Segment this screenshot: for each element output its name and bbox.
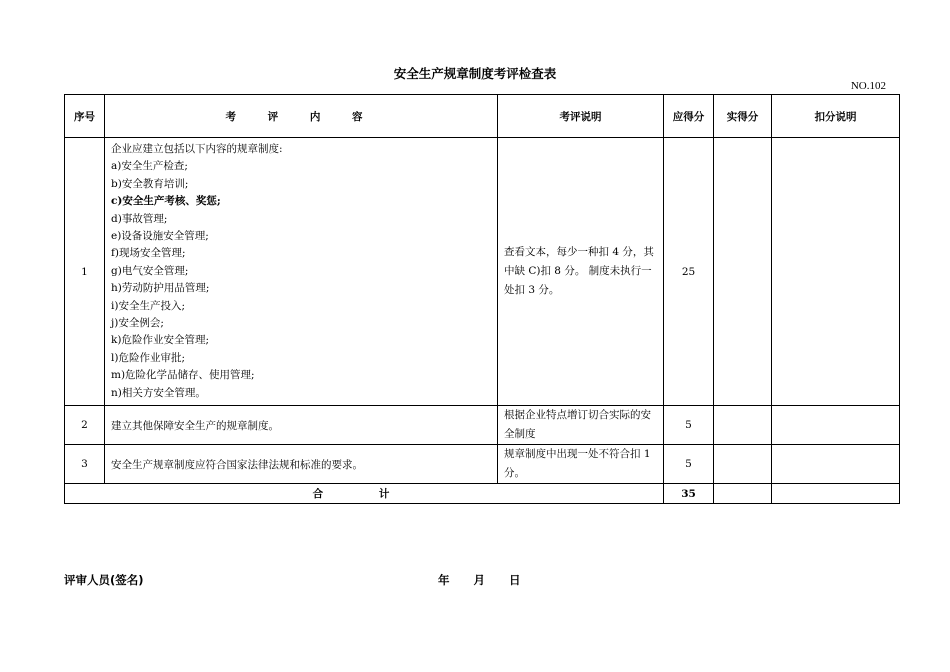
content-item: j)安全例会; bbox=[111, 317, 164, 330]
row-description: 根据企业特点增订切合实际的安全制度 bbox=[498, 406, 664, 445]
header-deduction-note: 扣分说明 bbox=[772, 95, 900, 138]
document-number: NO.102 bbox=[850, 80, 886, 92]
content-item: g)电气安全管理; bbox=[111, 264, 189, 277]
content-item: h)劳动防护用品管理; bbox=[111, 282, 210, 295]
header-content: 考 评 内 容 bbox=[105, 95, 498, 138]
row-score-actual[interactable] bbox=[714, 138, 772, 406]
header-score-actual: 实得分 bbox=[714, 95, 772, 138]
page-title: 安全生产规章制度考评检查表 bbox=[393, 66, 557, 81]
content-item: c)安全生产考核、奖惩; bbox=[111, 195, 221, 208]
content-item: m)危险化学品储存、使用管理; bbox=[111, 369, 255, 382]
total-label: 合 计 bbox=[65, 484, 664, 504]
row-score-actual[interactable] bbox=[714, 445, 772, 484]
row-deduction-note[interactable] bbox=[772, 406, 900, 445]
total-deduction-note[interactable] bbox=[772, 484, 900, 504]
content-item: d)事故管理; bbox=[111, 212, 168, 225]
checklist-table bbox=[64, 94, 900, 504]
row-content: 安全生产规章制度应符合国家法律法规和标准的要求。 bbox=[105, 445, 498, 484]
content-intro: 企业应建立包括以下内容的规章制度: bbox=[111, 143, 283, 155]
total-score-actual[interactable] bbox=[714, 484, 772, 504]
content-item: b)安全教育培训; bbox=[111, 177, 189, 190]
row-description: 查看文本，每少一种扣 4 分，其中缺 C)扣 8 分。 制度未执行一处扣 3 分。 bbox=[498, 138, 664, 406]
row-deduction-note[interactable] bbox=[772, 445, 900, 484]
row-score-due: 5 bbox=[664, 445, 714, 484]
row-score-due: 25 bbox=[664, 138, 714, 406]
total-row bbox=[65, 484, 900, 504]
header-seq: 序号 bbox=[65, 95, 105, 138]
table-row bbox=[65, 406, 900, 445]
table-row bbox=[65, 445, 900, 484]
table-row bbox=[65, 138, 900, 406]
header-score-due: 应得分 bbox=[664, 95, 714, 138]
row-score-due: 5 bbox=[664, 406, 714, 445]
row-seq: 1 bbox=[65, 138, 105, 406]
date-label: 年 月 日 bbox=[438, 573, 521, 587]
row-seq: 2 bbox=[65, 406, 105, 445]
content-item: l)危险作业审批; bbox=[111, 351, 185, 364]
row-seq: 3 bbox=[65, 445, 105, 484]
header-description: 考评说明 bbox=[498, 95, 664, 138]
row-content: 建立其他保障安全生产的规章制度。 bbox=[105, 406, 498, 445]
row-score-actual[interactable] bbox=[714, 406, 772, 445]
content-item: e)设备设施安全管理; bbox=[111, 230, 209, 243]
reviewer-signature-label: 评审人员(签名) bbox=[64, 573, 144, 587]
content-item: i)安全生产投入; bbox=[111, 299, 185, 312]
content-item: n)相关方安全管理。 bbox=[111, 386, 206, 399]
row-deduction-note[interactable] bbox=[772, 138, 900, 406]
content-items-list bbox=[111, 158, 491, 402]
content-item: a)安全生产检查; bbox=[111, 160, 188, 173]
total-score-due: 35 bbox=[664, 484, 714, 504]
content-item: f)现场安全管理; bbox=[111, 247, 186, 260]
header-row bbox=[65, 95, 900, 138]
row-description: 规章制度中出现一处不符合扣 1 分。 bbox=[498, 445, 664, 484]
content-item: k)危险作业安全管理; bbox=[111, 334, 209, 347]
row-content bbox=[105, 138, 498, 406]
